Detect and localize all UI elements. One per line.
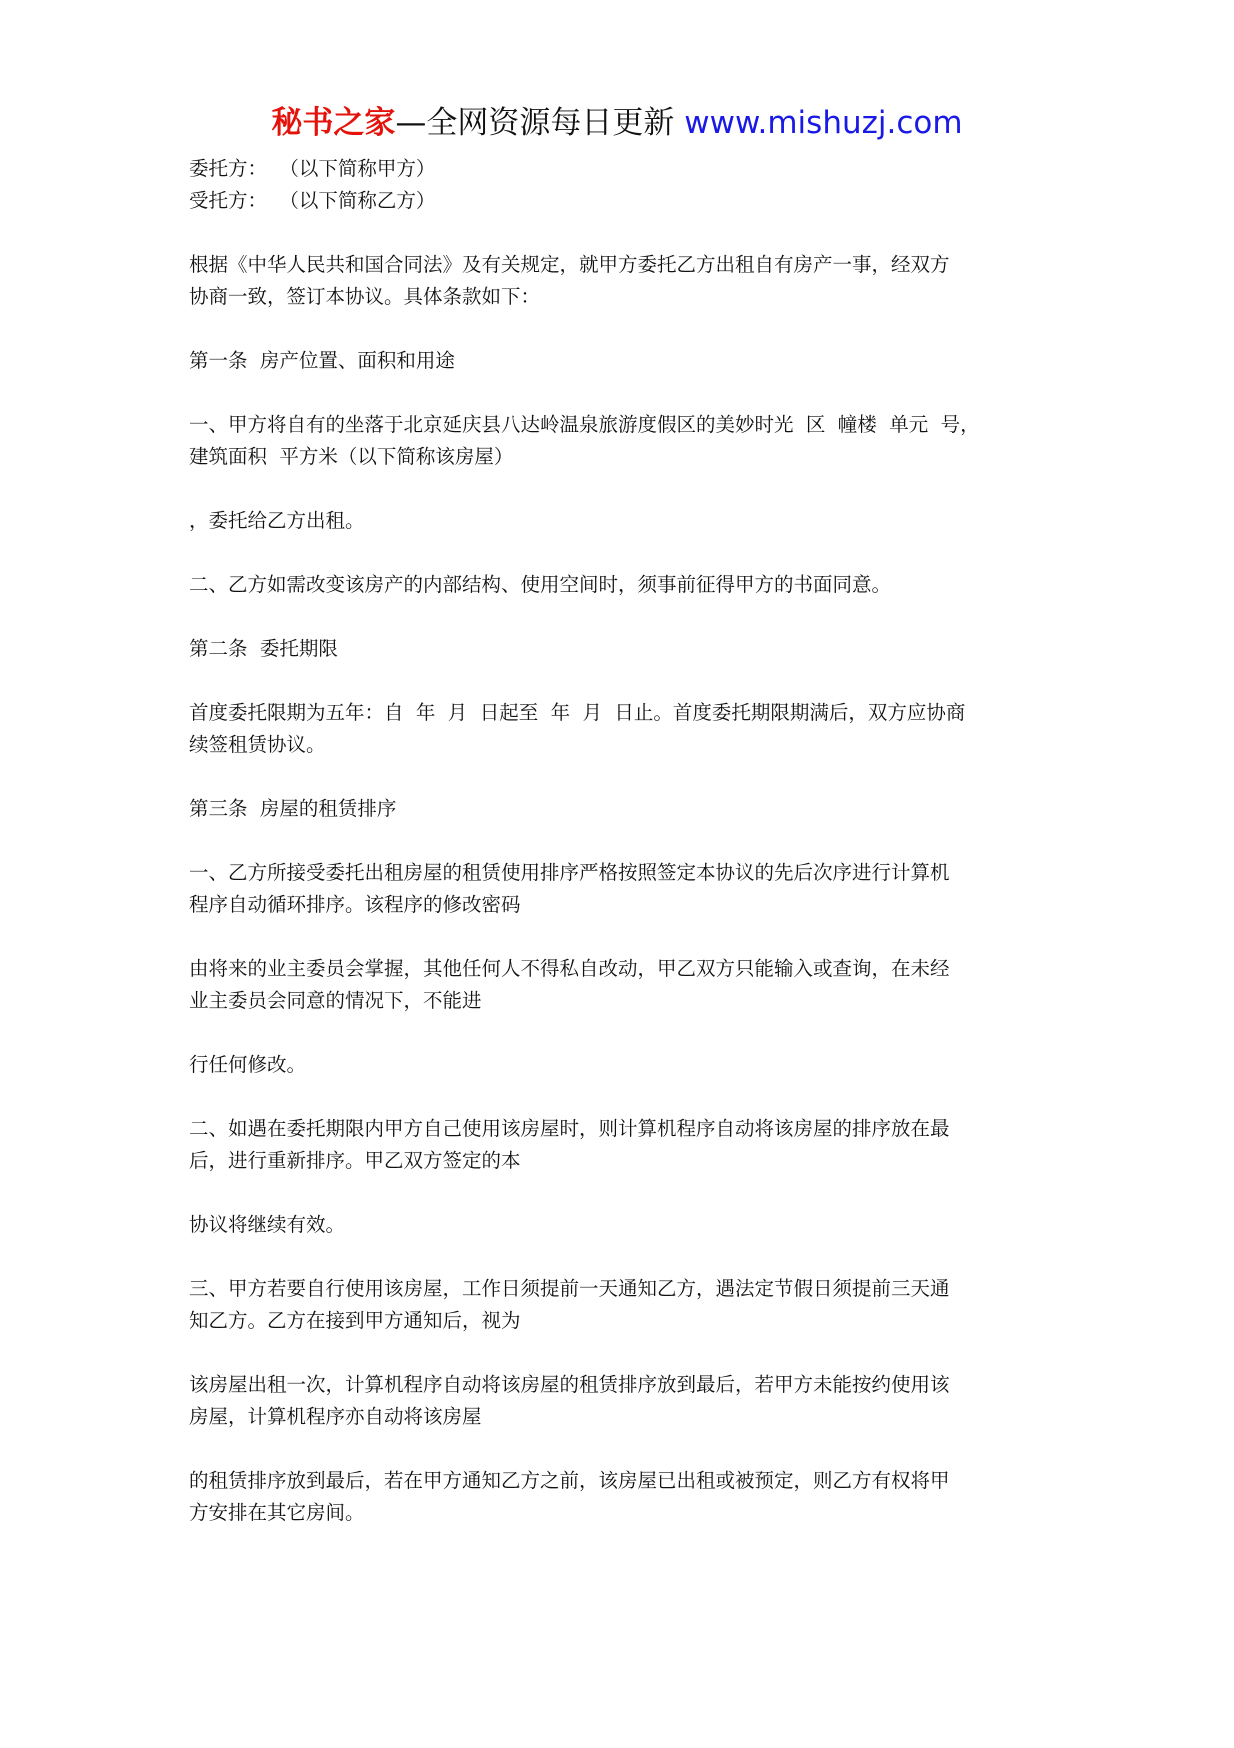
paragraph-line: 行任何修改。 (189, 1053, 307, 1076)
paragraph-line: 根据《中华人民共和国合同法》及有关规定，就甲方委托乙方出租自有房产一事，经双方 (189, 253, 950, 276)
paragraph-line: 程序自动循环排序。该程序的修改密码 (189, 893, 521, 916)
article-1-clause-1-cont (189, 505, 1049, 537)
article-2-heading (189, 633, 1049, 665)
paragraph-line: 续签租赁协议。 (189, 733, 326, 756)
party-entrusting: 委托方： （以下简称甲方） (189, 157, 436, 180)
paragraph-line: 二、如遇在委托期限内甲方自己使用该房屋时，则计算机程序自动将该房屋的排序放在最 (189, 1117, 950, 1140)
article-1-clause-1 (189, 409, 1049, 473)
article-2-body (189, 697, 1049, 761)
document-header (0, 103, 1234, 143)
paragraph-line: 第二条 委托期限 (189, 637, 338, 660)
document-body (189, 153, 1049, 1561)
paragraph-line: 由将来的业主委员会掌握，其他任何人不得私自改动，甲乙双方只能输入或查询，在未经 (189, 957, 950, 980)
paragraph-line: 协议将继续有效。 (189, 1213, 346, 1236)
paragraph-line: 二、乙方如需改变该房产的内部结构、使用空间时，须事前征得甲方的书面同意。 (189, 573, 892, 596)
article-3-clause-3-cont (189, 1369, 1049, 1433)
article-1-clause-2 (189, 569, 1049, 601)
paragraph-line: 房屋，计算机程序亦自动将该房屋 (189, 1405, 482, 1428)
header-brand: 秘书之家 (271, 105, 396, 141)
paragraph-line: 协商一致，签订本协议。具体条款如下： (189, 285, 541, 308)
paragraph-line: 建筑面积 平方米（以下简称该房屋） (189, 445, 514, 468)
paragraph-line: 首度委托限期为五年：自 年 月 日起至 年 月 日止。首度委托期限期满后，双方应协商 (189, 701, 966, 724)
header-slogan: —全网资源每日更新 (395, 105, 685, 141)
header-url-link[interactable]: www.mishuzj.com (684, 105, 963, 141)
paragraph-line: 第一条 房产位置、面积和用途 (189, 349, 455, 372)
paragraph-line: 该房屋出租一次，计算机程序自动将该房屋的租赁排序放到最后，若甲方未能按约使用该 (189, 1373, 950, 1396)
paragraph-line: 业主委员会同意的情况下，不能进 (189, 989, 482, 1012)
paragraph-line: ，委托给乙方出租。 (189, 509, 365, 532)
paragraph-line: 一、乙方所接受委托出租房屋的租赁使用排序严格按照签定本协议的先后次序进行计算机 (189, 861, 950, 884)
article-1-heading (189, 345, 1049, 377)
article-3-clause-1 (189, 857, 1049, 921)
paragraph-preamble (189, 249, 1049, 313)
article-3-clause-3 (189, 1273, 1049, 1337)
paragraph-line: 三、甲方若要自行使用该房屋，工作日须提前一天通知乙方，遇法定节假日须提前三天通 (189, 1277, 950, 1300)
paragraph-line: 的租赁排序放到最后，若在甲方通知乙方之前，该房屋已出租或被预定，则乙方有权将甲 (189, 1469, 950, 1492)
article-3-heading (189, 793, 1049, 825)
article-3-clause-1-cont (189, 953, 1049, 1017)
article-3-clause-1-end (189, 1049, 1049, 1081)
paragraph-line: 第三条 房屋的租赁排序 (189, 797, 397, 820)
paragraph-line: 方安排在其它房间。 (189, 1501, 365, 1524)
article-3-clause-2 (189, 1113, 1049, 1177)
paragraph-line: 后，进行重新排序。甲乙双方签定的本 (189, 1149, 521, 1172)
party-entrusted: 受托方： （以下简称乙方） (189, 189, 436, 212)
spacer (189, 217, 1049, 249)
paragraph-line: 知乙方。乙方在接到甲方通知后，视为 (189, 1309, 521, 1332)
article-3-clause-3-end (189, 1465, 1049, 1529)
article-3-clause-2-end (189, 1209, 1049, 1241)
paragraph-line: 一、甲方将自有的坐落于北京延庆县八达岭温泉旅游度假区的美妙时光 区 幢楼 单元 号， (189, 413, 980, 436)
